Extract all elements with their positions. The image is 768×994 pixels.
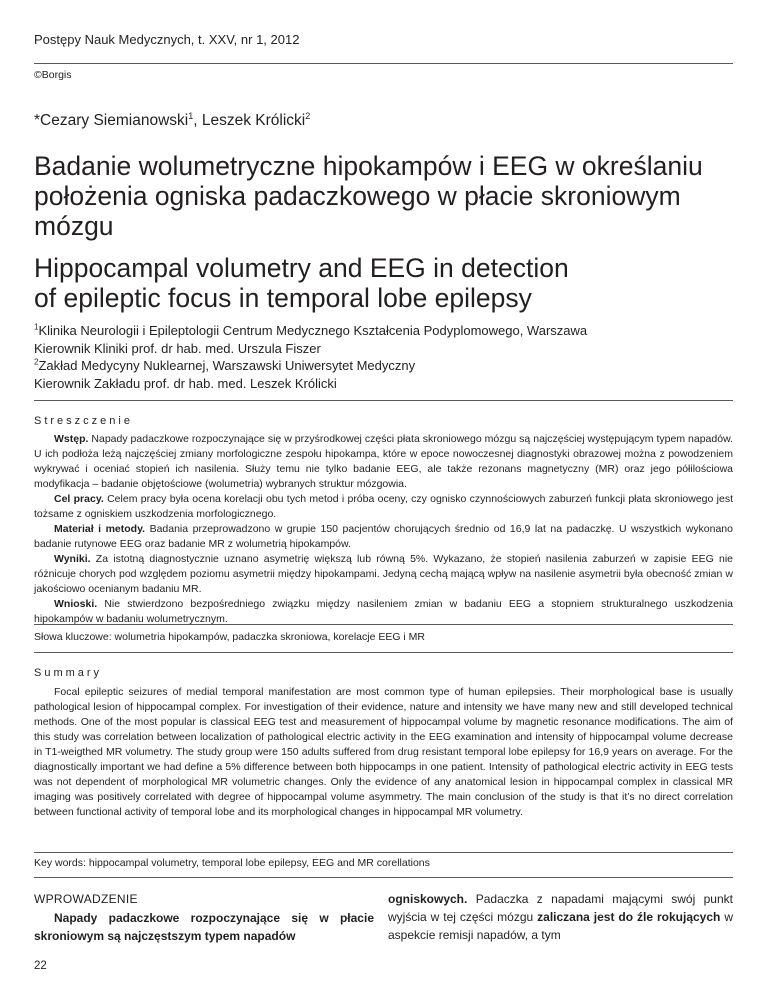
right-bold-1: ogniskowych. xyxy=(388,892,468,906)
journal-header: Postępy Nauk Medycznych, t. XXV, nr 1, 2012 xyxy=(34,32,300,47)
wstep-label: Wstęp. xyxy=(54,433,89,445)
corresponding-star: * xyxy=(34,112,41,129)
abstract-wnioski xyxy=(34,597,733,627)
affiliation-line xyxy=(34,357,587,375)
abstract-material xyxy=(34,522,733,552)
right-text-1: Padaczka z napadami mającymi swój punkt wyjścia w tej części mózgu xyxy=(388,892,733,924)
author-2: Leszek Królicki xyxy=(201,112,306,129)
material-text: Badania przeprowadzono w grupie 150 pacjentów chorujących średnio od 16,9 lat na padaczkę. U wszystkich wykonano badanie rutynowe EEG oraz badanie MR z wolumetrią hipokampów. xyxy=(34,523,733,550)
keywords-pl-divider xyxy=(34,624,733,625)
title-en-line-2: of epileptic focus in temporal lobe epilepsy xyxy=(34,283,532,313)
streszczenie-heading: Streszczenie xyxy=(34,415,133,427)
keywords-en-divider xyxy=(34,852,733,853)
wstep-text: Napady padaczkowe rozpoczynające się w przyśrodkowej części płata skroniowego mózgu są najczęściej występującym typem napadów. U ich podłoża leżą najczęściej zmiany morfologiczne zespołu hipokampa, które w epoce nowoczesnej diagnostyki obrazowej można z powodzeniem wykrywać i oceniać stopień ich nasilenia. Służy temu nie tylko badanie EEG, ale także rezonans magnetyczny (MR) oraz jego półilościowa modyfikacja – badanie objętościowe (wolumetria) wybranych struktur mózgowia. xyxy=(34,433,733,490)
summary-text: Focal epileptic seizures of medial temporal manifestation are most common type of human epilepsies. Their morphological base is usually pathological lesion of hippocampal complex. For investigation of their evidence, nature and intensity we have many new and still developed technical methods. One of the most popular is classical EEG test and measurement of hippocampal volume by magnetic resonance modifications. The aim of this study was correlation between localization of pathological electric activity in the EEG examination and intensity of hippocampal volume decrease in T1-weigthed MR volumetry. The study group were 150 adults suffered from drug resistant temporal lobe epilepsy for 16,9 years on average. For the diagnostically important we had define a 5% difference between both hippocamps in one patient. Intensity of pathological electric activity in EEG tests was not dependent of morphological MR volumetric changes. Only the evidence of any anatomical lesion in hippocampal complex in classical MR imaging was positively correlated with degree of hippocampal volume asymmetry. The main conclusion of the study is that it’s no direct correlation between functional activity of temporal lobe and its morphological changes in hippocampal MR volumetry. xyxy=(34,686,733,818)
title-pl-line-3: mózgu xyxy=(34,211,114,241)
wnioski-label: Wnioski. xyxy=(54,598,98,610)
right-text-2: w aspekcie remisji napadów, a tym xyxy=(388,910,733,942)
affiliation-line xyxy=(34,375,587,393)
author-separator: , xyxy=(193,112,202,129)
abstract-english xyxy=(34,685,733,820)
affiliation-text: Kierownik Kliniki prof. dr hab. med. Urszula Fiszer xyxy=(34,340,321,356)
authors xyxy=(34,112,310,130)
abstract-wyniki xyxy=(34,552,733,597)
right-bold-2: zaliczana jest do źle rokujących xyxy=(537,910,721,924)
affiliation-line xyxy=(34,340,587,358)
author-1-affil: 1 xyxy=(188,110,194,121)
summary-heading: Summary xyxy=(34,667,103,679)
author-2-affil: 2 xyxy=(305,110,311,121)
affiliation-marker: 2 xyxy=(34,357,39,367)
body-column-left xyxy=(34,890,374,945)
section-heading: WPROWADZENIE xyxy=(34,892,138,906)
title-english xyxy=(34,253,734,313)
title-pl-line-2: położenia ogniska padaczkowego w płacie skroniowym xyxy=(34,181,681,211)
title-polish xyxy=(34,151,734,241)
cel-text: Celem pracy była ocena korelacji obu tych metod i próba oceny, czy ognisko czynnościowych zaburzeń funkcji płata skroniowego jest tożsame z ogniskiem uszkodzenia morfologicznego. xyxy=(34,493,733,520)
cel-label: Cel pracy. xyxy=(54,493,104,505)
abstract-wstep xyxy=(34,432,733,492)
affiliations xyxy=(34,322,587,392)
affiliation-marker: 1 xyxy=(34,322,39,332)
wyniki-text: Za istotną diagnostycznie uznano asymetrię większą lub równą 5%. Wykazano, że stopień nasilenia zaburzeń w zapisie EEG nie różnicuje chorych pod względem poziomu asymetrii między hipokampami. Jedyną cechą mającą wpływ na nasilenie asymetrii była obecność zmian w jakościowo ocenianym badaniu MR. xyxy=(34,553,733,595)
author-1: Cezary Siemianowski xyxy=(40,112,189,129)
abstract-cel xyxy=(34,492,733,522)
affiliation-text: Kierownik Zakładu prof. dr hab. med. Leszek Królicki xyxy=(34,375,337,391)
page-number: 22 xyxy=(34,960,47,972)
material-label: Materiał i metody. xyxy=(54,523,146,535)
wnioski-text: Nie stwierdzono bezpośredniego związku między nasileniem zmian w badaniu EEG a stopniem strukturalnego uszkodzenia hipokampów w badaniu wolumetrycznym. xyxy=(34,598,733,625)
title-pl-line-1: Badanie wolumetryczne hipokampów i EEG w określaniu xyxy=(34,151,703,181)
keywords-polish: Słowa kluczowe: wolumetria hipokampów, padaczka skroniowa, korelacje EEG i MR xyxy=(34,631,426,643)
abstract-top-divider xyxy=(34,400,733,401)
body-column-right xyxy=(388,890,733,944)
copyright: ©Borgis xyxy=(34,69,72,81)
affiliation-line xyxy=(34,322,587,340)
wyniki-label: Wyniki. xyxy=(54,553,91,565)
intro-bold-text: Napady padaczkowe rozpoczynające się w płacie skroniowym są najczęstszym typem napadów xyxy=(34,911,374,943)
keywords-english: Key words: hippocampal volumetry, temporal lobe epilepsy, EEG and MR corellations xyxy=(34,857,430,869)
affiliation-text: Klinika Neurologii i Epileptologii Centrum Medycznego Kształcenia Podyplomowego, Warszawa xyxy=(38,323,588,338)
affiliation-text: Zakład Medycyny Nuklearnej, Warszawski Uniwersytet Medyczny xyxy=(38,358,416,373)
abstract-polish xyxy=(34,432,733,627)
summary-top-divider xyxy=(34,652,733,653)
header-divider xyxy=(34,63,733,64)
title-en-line-1: Hippocampal volumetry and EEG in detection xyxy=(34,253,569,283)
body-top-divider xyxy=(34,877,733,878)
